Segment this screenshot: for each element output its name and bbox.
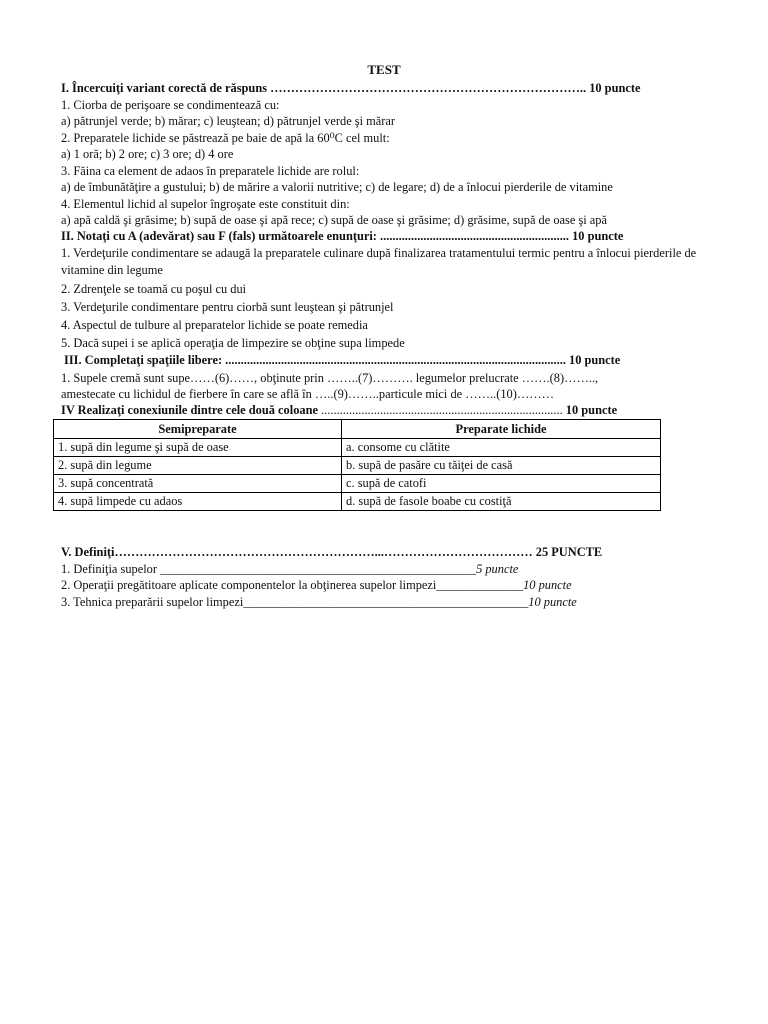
table-cell-left: 4. supă limpede cu adaos [54,493,342,511]
section-2-heading: II. Notaţi cu A (adevărat) sau F (fals) următoarele enunţuri: ............................................................. 10 puncte [61,229,624,243]
s1-question-1: 1. Ciorba de perişoare se condimentează cu: [61,98,280,112]
s1-question-4: 4. Elementul lichid al supelor îngroşate este constituit din: [61,197,350,211]
s1-answers-4: a) apă caldă şi grăsime; b) supă de oase şi apă rece; c) supă de oase şi grăsime; d) grăsime, supă de oase şi apă [61,213,608,227]
s1-question-3: 3. Făina ca element de adaos în preparatele lichide are rolul: [61,164,360,178]
table-cell-right: c. supă de catofi [342,475,661,493]
section-4-points: 10 puncte [562,403,618,417]
section-1-heading: I. Încercuiţi variant corectă de răspuns ………………………………………………………………….. 10 puncte [61,81,641,95]
s5-item-1-text: 1. Definiţia supelor ___________________________________________________ [61,562,477,576]
column-header-semipreparate: Semipreparate [54,420,342,439]
s2-statement-5: 5. Dacă supei i se aplică operaţia de limpezire se obţine supa limpede [61,336,405,350]
section-4-title: IV Realizaţi conexiunile dintre cele două coloane [61,403,318,417]
table-header-row [54,420,661,439]
table-cell-right: b. supă de pasăre cu tăiţei de casă [342,457,661,475]
table-row [54,457,661,475]
s5-item-2 [61,577,572,594]
s2-statement-2: 2. Zdrenţele se toamă cu poşul cu dui [61,282,247,296]
s5-item-1-points: 5 puncte [476,562,519,576]
table-cell-left: 2. supă din legume [54,457,342,475]
s3-line-2: amestecate cu lichidul de fierbere în care se află în …..(9)……..particule mici de ……..(10)……… [61,387,555,401]
s2-statement-4: 4. Aspectul de tulbure al preparatelor lichide se poate remedia [61,318,368,332]
s5-item-1 [61,561,518,578]
document-title: TEST [367,62,401,77]
s3-line-1: 1. Supele cremă sunt supe……(6)……, obţinute prin ……..(7)………. legumelor prelucrate …….(8)…….., [61,371,599,385]
s1-question-2: 2. Preparatele lichide se păstrează pe baie de apă la 60⁰C cel mult: [61,131,390,145]
s5-item-2-points: 10 puncte [523,578,572,592]
section-4-heading [61,402,617,419]
s5-item-3-points: 10 puncte [528,595,577,609]
section-5-heading: V. Definiţi………………………………………………………...……………………………… 25 PUNCTE [61,545,603,559]
s1-answers-1: a) pătrunjel verde; b) mărar; c) leuştean; d) pătrunjel verde şi mărar [61,114,396,128]
s2-statement-3: 3. Verdeţurile condimentare pentru ciorbă sunt leuştean şi pătrunjel [61,300,394,314]
section-3-heading: III. Completaţi spaţiile libere: .............................................................................................................. 10 puncte [64,353,621,367]
table-cell-left: 1. supă din legume şi supă de oase [54,439,342,457]
column-header-preparate-lichide: Preparate lichide [342,420,661,439]
s1-answers-2: a) 1 oră; b) 2 ore; c) 3 ore; d) 4 ore [61,147,234,161]
connections-table [53,419,661,511]
s1-answers-3: a) de îmbunătăţire a gustului; b) de mărire a valorii nutritive; c) de legare; d) de a înlocui pierderile de vitamine [61,180,613,194]
table-cell-right: d. supă de fasole boabe cu costiţă [342,493,661,511]
s5-item-3-text: 3. Tehnica preparării supelor limpezi______________________________________________ [61,595,529,609]
section-4-dots: .............................................................................. [317,403,563,417]
s5-item-2-text: 2. Operaţii pregătitoare aplicate componentelor la obţinerea supelor limpezi______________ [61,578,524,592]
table-row [54,493,661,511]
table-cell-left: 3. supă concentrată [54,475,342,493]
s5-item-3 [61,594,577,611]
table-row [54,475,661,493]
s2-statement-1: 1. Verdeţurile condimentare se adaugă la preparatele culinare după finalizarea tratamentului termic pentru a înlocui pierderile de vitamine din legume [61,246,697,277]
table-row [54,439,661,457]
table-cell-right: a. consome cu clătite [342,439,661,457]
